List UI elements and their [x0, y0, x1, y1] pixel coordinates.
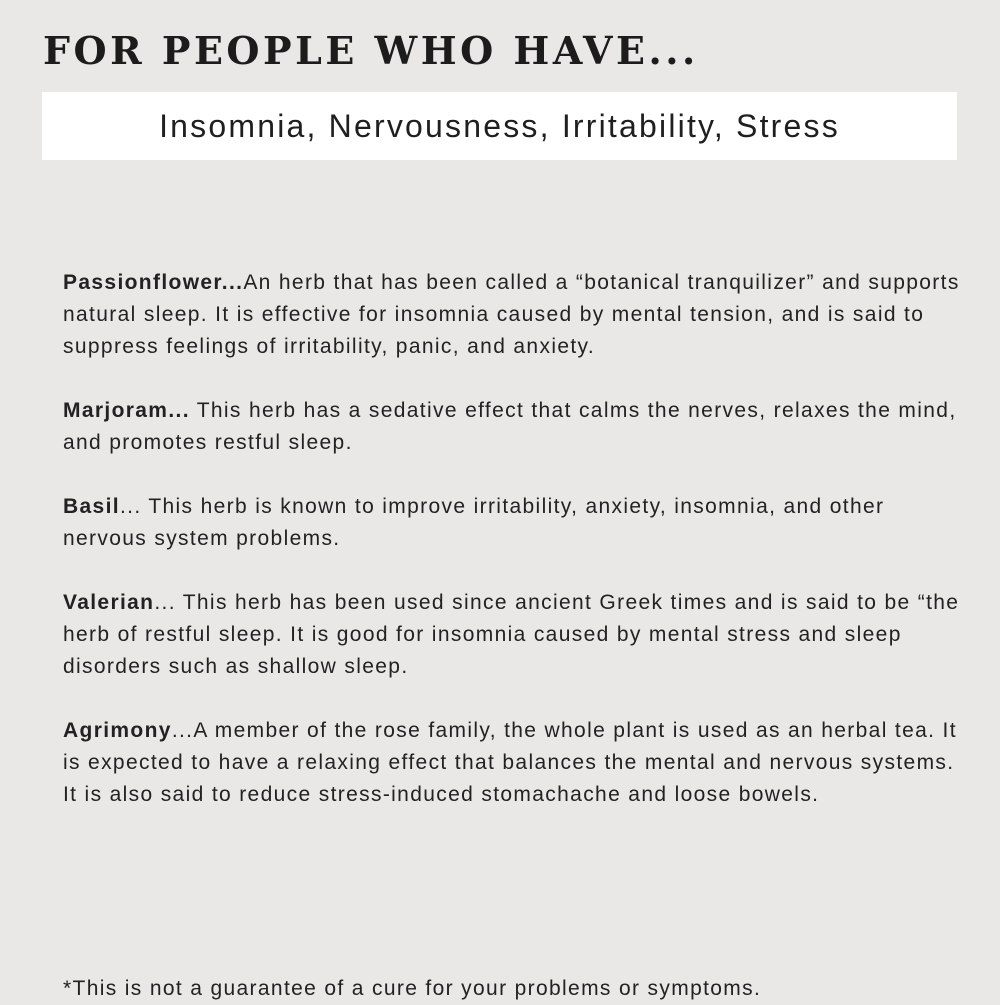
herb-separator: ...	[171, 719, 194, 742]
herb-name: Marjoram...	[63, 399, 190, 422]
herb-entry-agrimony	[63, 715, 963, 811]
herb-description: An herb that has been called a “botanical tranquilizer” and supports natural sleep. It is effective for insomnia caused by mental tension, and is said to suppress feelings of irritability, panic, and anxiety.	[63, 271, 960, 358]
herb-separator: ...	[154, 591, 176, 614]
herb-description: This herb has a sedative effect that calms the nerves, relaxes the mind, and promotes restful sleep.	[63, 399, 957, 454]
herb-name: Agrimony	[63, 719, 172, 742]
herb-description: This herb is known to improve irritability, anxiety, insomnia, and other nervous system problems.	[63, 495, 885, 550]
herb-description: This herb has been used since ancient Greek times and is said to be “the herb of restful sleep. It is good for insomnia caused by mental stress and sleep disorders such as shallow sleep.	[63, 591, 960, 678]
symptoms-banner	[42, 92, 957, 160]
herb-list	[63, 267, 963, 843]
herb-entry-marjoram	[63, 395, 963, 459]
herb-name: Valerian	[63, 591, 155, 614]
herb-name: Passionflower...	[63, 271, 244, 294]
herb-name: Basil	[63, 495, 120, 518]
symptoms-text: Insomnia, Nervousness, Irritability, Stress	[159, 107, 840, 144]
disclaimer-note: *This is not a guarantee of a cure for your problems or symptoms.	[63, 977, 762, 1000]
herb-entry-passionflower	[63, 267, 963, 363]
herb-description: A member of the rose family, the whole plant is used as an herbal tea. It is expected to have a relaxing effect that balances the mental and nervous systems. It is also said to reduce stress-induced stomachache and loose bowels.	[63, 719, 957, 806]
herb-entry-valerian	[63, 587, 963, 683]
page-title: FOR PEOPLE WHO HAVE...	[43, 28, 699, 73]
herb-separator: ...	[119, 495, 142, 518]
herb-entry-basil	[63, 491, 963, 555]
